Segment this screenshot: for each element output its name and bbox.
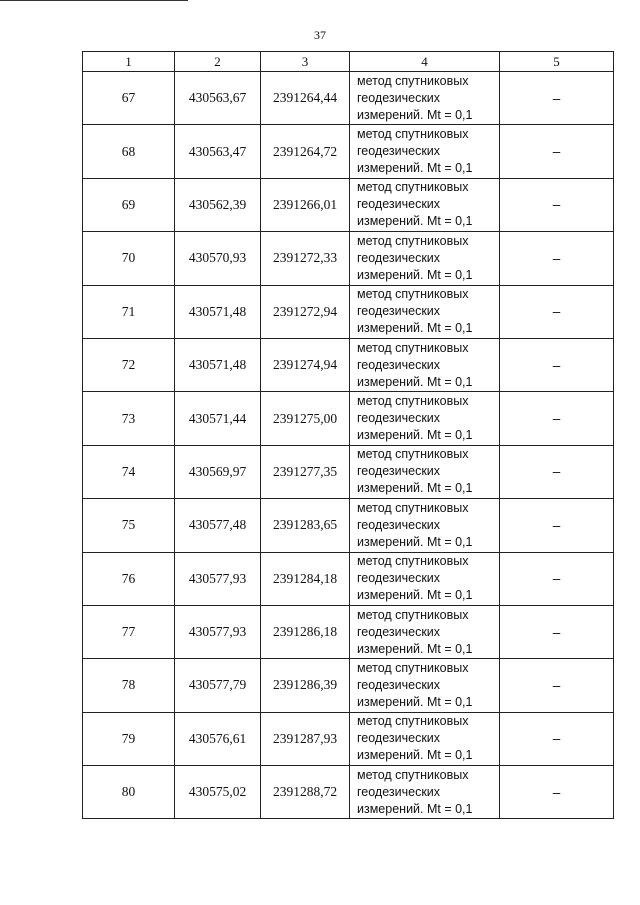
- note-cell: –: [500, 178, 614, 231]
- method-text-line: метод спутниковых: [357, 127, 469, 142]
- x-coordinate-cell: 430570,93: [175, 232, 261, 285]
- table-body: [83, 72, 614, 819]
- y-coordinate-cell: 2391266,01: [261, 178, 350, 231]
- y-coordinate-cell: 2391264,72: [261, 125, 350, 178]
- method-text-line: геодезических: [357, 250, 441, 265]
- method-text-line: метод спутниковых: [357, 287, 469, 302]
- point-number-cell: 78: [83, 659, 175, 712]
- y-coordinate-cell: 2391275,00: [261, 392, 350, 445]
- note-cell: –: [500, 392, 614, 445]
- method-text-line: метод спутниковых: [357, 714, 469, 729]
- x-coordinate-cell: 430577,93: [175, 605, 261, 658]
- method-text-line: метод спутниковых: [357, 660, 469, 675]
- method-text-line: геодезических: [357, 517, 441, 532]
- x-coordinate-cell: 430577,93: [175, 552, 261, 605]
- method-cell: [350, 499, 500, 552]
- note-cell: –: [500, 766, 614, 819]
- method-cell: [350, 445, 500, 498]
- method-text-line: метод спутниковых: [357, 180, 469, 195]
- table-row: [83, 392, 614, 445]
- method-text-line: измерений. Mt = 0,1: [357, 428, 473, 443]
- method-text-line: геодезических: [357, 677, 441, 692]
- method-text-line: измерений. Mt = 0,1: [357, 641, 473, 656]
- point-number-cell: 68: [83, 125, 175, 178]
- method-text-line: метод спутниковых: [357, 607, 469, 622]
- method-cell: [350, 552, 500, 605]
- y-coordinate-cell: 2391272,33: [261, 232, 350, 285]
- method-text-line: геодезических: [357, 784, 441, 799]
- point-number-cell: 75: [83, 499, 175, 552]
- method-text-line: измерений. Mt = 0,1: [357, 748, 473, 763]
- point-number-cell: 67: [83, 72, 175, 125]
- method-cell: [350, 392, 500, 445]
- x-coordinate-cell: 430563,67: [175, 72, 261, 125]
- table-row: [83, 285, 614, 338]
- method-text-line: геодезических: [357, 411, 441, 426]
- y-coordinate-cell: 2391277,35: [261, 445, 350, 498]
- method-text-line: геодезических: [357, 464, 441, 479]
- column-header: 3: [261, 52, 350, 72]
- y-coordinate-cell: 2391283,65: [261, 499, 350, 552]
- top-corner-rule: [0, 0, 188, 1]
- x-coordinate-cell: 430571,48: [175, 338, 261, 391]
- method-text-line: геодезических: [357, 144, 441, 159]
- note-cell: –: [500, 499, 614, 552]
- note-cell: –: [500, 445, 614, 498]
- column-header: 4: [350, 52, 500, 72]
- method-text-line: геодезических: [357, 731, 441, 746]
- method-text-line: измерений. Mt = 0,1: [357, 107, 473, 122]
- method-cell: [350, 712, 500, 765]
- method-text-line: измерений. Mt = 0,1: [357, 801, 473, 816]
- point-number-cell: 76: [83, 552, 175, 605]
- table-row: [83, 766, 614, 819]
- table-row: [83, 552, 614, 605]
- point-number-cell: 80: [83, 766, 175, 819]
- x-coordinate-cell: 430577,79: [175, 659, 261, 712]
- point-number-cell: 79: [83, 712, 175, 765]
- coordinates-table: [82, 51, 614, 819]
- point-number-cell: 70: [83, 232, 175, 285]
- method-text-line: геодезических: [357, 197, 441, 212]
- method-text-line: измерений. Mt = 0,1: [357, 374, 473, 389]
- note-cell: –: [500, 72, 614, 125]
- method-cell: [350, 659, 500, 712]
- note-cell: –: [500, 552, 614, 605]
- method-text-line: метод спутниковых: [357, 73, 469, 88]
- method-text-line: измерений. Mt = 0,1: [357, 267, 473, 282]
- table-row: [83, 445, 614, 498]
- point-number-cell: 71: [83, 285, 175, 338]
- x-coordinate-cell: 430571,44: [175, 392, 261, 445]
- method-cell: [350, 285, 500, 338]
- y-coordinate-cell: 2391286,18: [261, 605, 350, 658]
- method-text-line: метод спутниковых: [357, 233, 469, 248]
- method-cell: [350, 125, 500, 178]
- y-coordinate-cell: 2391274,94: [261, 338, 350, 391]
- table-row: [83, 338, 614, 391]
- method-text-line: измерений. Mt = 0,1: [357, 534, 473, 549]
- column-header: 1: [83, 52, 175, 72]
- note-cell: –: [500, 285, 614, 338]
- table-row: [83, 712, 614, 765]
- method-text-line: метод спутниковых: [357, 554, 469, 569]
- note-cell: –: [500, 659, 614, 712]
- method-text-line: метод спутниковых: [357, 340, 469, 355]
- method-cell: [350, 232, 500, 285]
- point-number-cell: 69: [83, 178, 175, 231]
- x-coordinate-cell: 430571,48: [175, 285, 261, 338]
- x-coordinate-cell: 430575,02: [175, 766, 261, 819]
- method-cell: [350, 178, 500, 231]
- y-coordinate-cell: 2391287,93: [261, 712, 350, 765]
- point-number-cell: 74: [83, 445, 175, 498]
- x-coordinate-cell: 430569,97: [175, 445, 261, 498]
- x-coordinate-cell: 430562,39: [175, 178, 261, 231]
- method-text-line: геодезических: [357, 90, 441, 105]
- y-coordinate-cell: 2391264,44: [261, 72, 350, 125]
- y-coordinate-cell: 2391284,18: [261, 552, 350, 605]
- method-text-line: метод спутниковых: [357, 447, 469, 462]
- x-coordinate-cell: 430576,61: [175, 712, 261, 765]
- method-text-line: измерений. Mt = 0,1: [357, 588, 473, 603]
- table-header-row: [83, 52, 614, 72]
- method-cell: [350, 766, 500, 819]
- note-cell: –: [500, 338, 614, 391]
- y-coordinate-cell: 2391288,72: [261, 766, 350, 819]
- method-text-line: геодезических: [357, 304, 441, 319]
- note-cell: –: [500, 125, 614, 178]
- column-header: 5: [500, 52, 614, 72]
- page-number: 37: [314, 28, 326, 42]
- point-number-cell: 72: [83, 338, 175, 391]
- method-text-line: геодезических: [357, 624, 441, 639]
- method-text-line: измерений. Mt = 0,1: [357, 694, 473, 709]
- table-row: [83, 178, 614, 231]
- note-cell: –: [500, 712, 614, 765]
- method-cell: [350, 605, 500, 658]
- method-cell: [350, 338, 500, 391]
- method-text-line: геодезических: [357, 571, 441, 586]
- note-cell: –: [500, 232, 614, 285]
- method-text-line: измерений. Mt = 0,1: [357, 214, 473, 229]
- table-row: [83, 605, 614, 658]
- method-text-line: измерений. Mt = 0,1: [357, 481, 473, 496]
- y-coordinate-cell: 2391272,94: [261, 285, 350, 338]
- method-text-line: измерений. Mt = 0,1: [357, 321, 473, 336]
- table-row: [83, 232, 614, 285]
- method-text-line: метод спутниковых: [357, 394, 469, 409]
- method-text-line: метод спутниковых: [357, 767, 469, 782]
- table-row: [83, 499, 614, 552]
- table-row: [83, 125, 614, 178]
- x-coordinate-cell: 430563,47: [175, 125, 261, 178]
- method-cell: [350, 72, 500, 125]
- x-coordinate-cell: 430577,48: [175, 499, 261, 552]
- note-cell: –: [500, 605, 614, 658]
- table-row: [83, 72, 614, 125]
- table-row: [83, 659, 614, 712]
- point-number-cell: 77: [83, 605, 175, 658]
- column-header: 2: [175, 52, 261, 72]
- method-text-line: геодезических: [357, 357, 441, 372]
- y-coordinate-cell: 2391286,39: [261, 659, 350, 712]
- point-number-cell: 73: [83, 392, 175, 445]
- method-text-line: метод спутниковых: [357, 500, 469, 515]
- method-text-line: измерений. Mt = 0,1: [357, 161, 473, 176]
